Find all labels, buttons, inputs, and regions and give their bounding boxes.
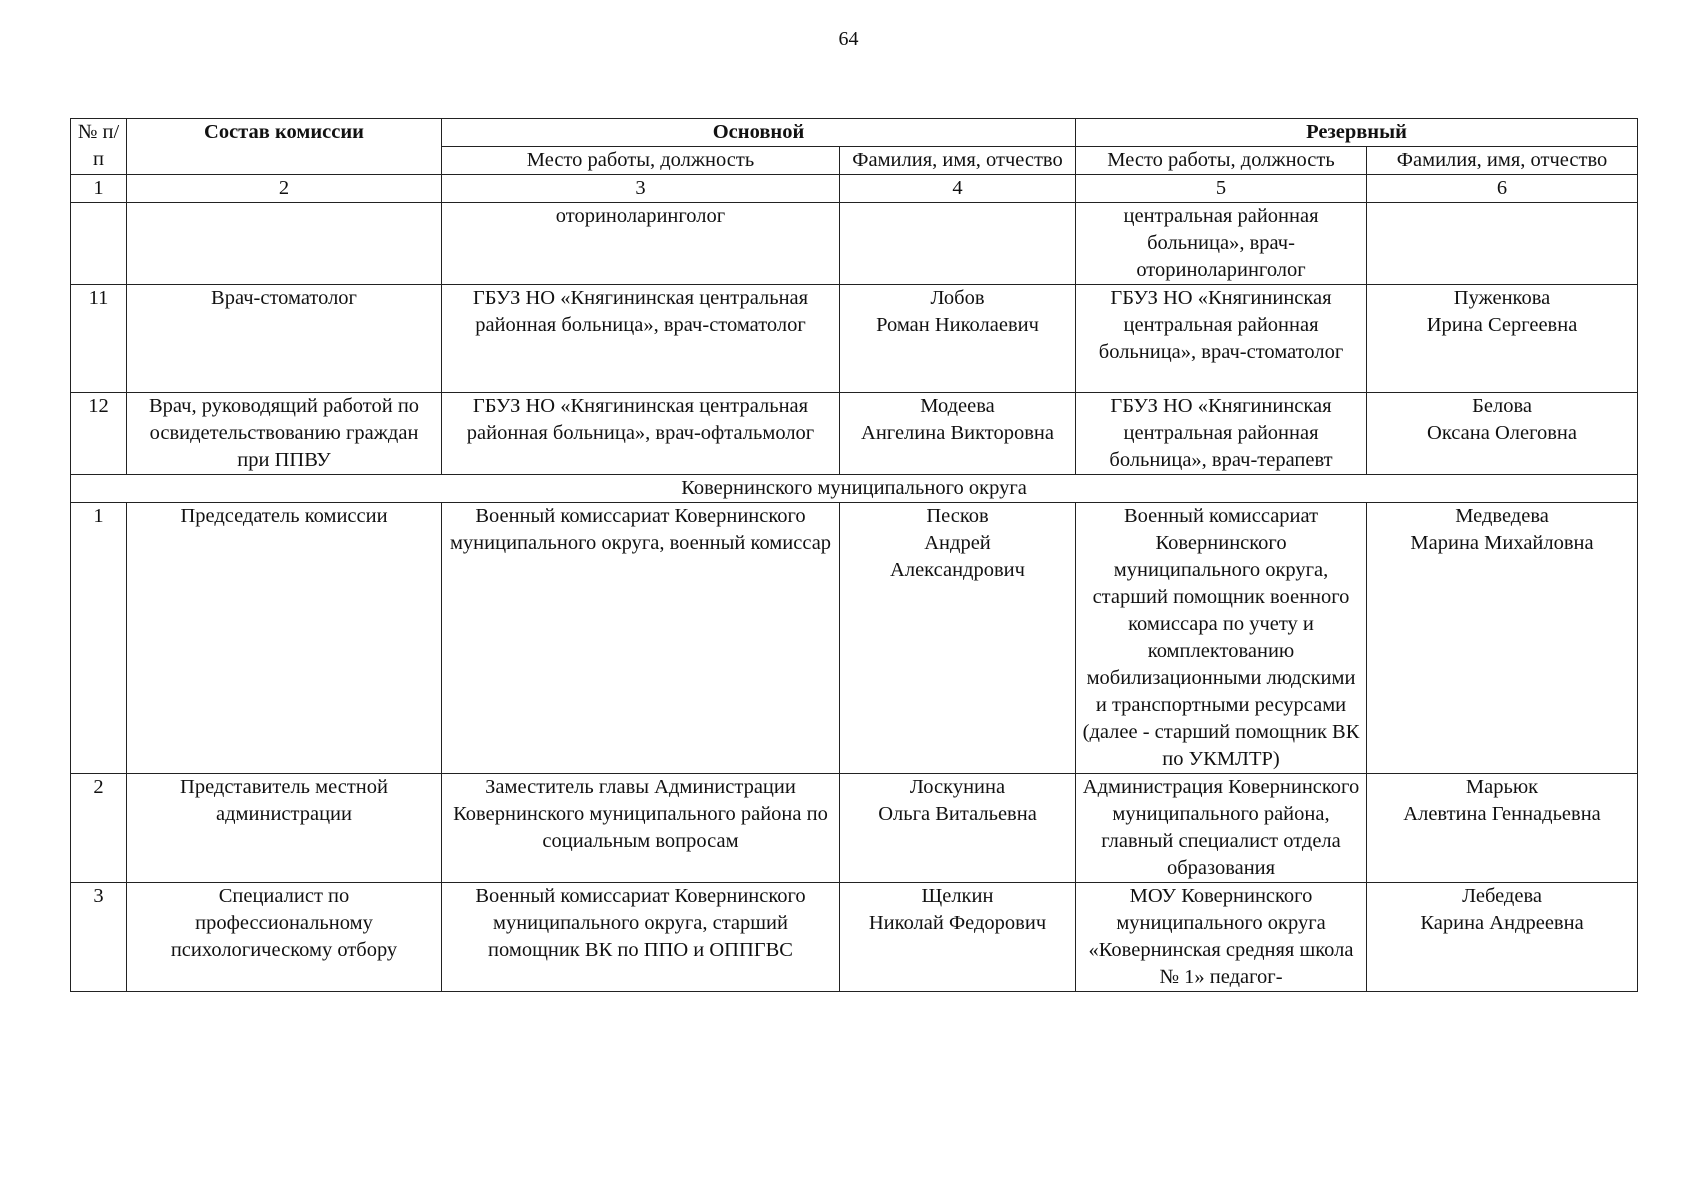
row-main-workplace: оториноларинголог <box>442 203 840 285</box>
row-reserve-name <box>1367 203 1638 285</box>
row-main-workplace: Заместитель главы Администрации Ковернинского муниципального района по социальным вопросам <box>442 774 840 883</box>
main-given-names: Роман Николаевич <box>876 314 1039 336</box>
reserve-given-names: Алевтина Геннадьевна <box>1403 803 1601 825</box>
column-number: 3 <box>442 175 840 203</box>
row-reserve-name <box>1367 774 1638 883</box>
header-row-top <box>71 119 1638 147</box>
main-surname: Щелкин <box>921 885 994 907</box>
row-role: Врач, руководящий работой по освидетельствованию граждан при ППВУ <box>127 393 442 475</box>
table-row <box>71 203 1638 285</box>
row-num: 11 <box>71 285 127 393</box>
row-num: 3 <box>71 883 127 992</box>
reserve-given-names: Марина Михайловна <box>1410 532 1594 554</box>
row-main-name <box>840 774 1076 883</box>
table-row <box>71 883 1638 992</box>
header-composition: Состав комиссии <box>127 119 442 175</box>
table-row <box>71 503 1638 774</box>
column-number: 4 <box>840 175 1076 203</box>
reserve-given-names: Карина Андреевна <box>1420 912 1584 934</box>
row-main-workplace: ГБУЗ НО «Княгининская центральная районная больница», врач-стоматолог <box>442 285 840 393</box>
main-surname: Модеева <box>920 395 995 417</box>
row-num <box>71 203 127 285</box>
reserve-surname: Пуженкова <box>1453 287 1551 309</box>
reserve-surname: Марьюк <box>1465 776 1539 798</box>
section-row <box>71 475 1638 503</box>
column-number: 6 <box>1367 175 1638 203</box>
row-role: Представитель местной администрации <box>127 774 442 883</box>
header-main: Основной <box>442 119 1076 147</box>
row-main-workplace: Военный комиссариат Ковернинского муниципального округа, старший помощник ВК по ППО и ОППГВС <box>442 883 840 992</box>
reserve-given-names: Ирина Сергеевна <box>1426 314 1578 336</box>
header-main-workplace: Место работы, должность <box>442 147 840 175</box>
main-surname: Песков <box>926 505 989 527</box>
table-row <box>71 393 1638 475</box>
row-reserve-workplace: МОУ Ковернинского муниципального округа «Ковернинская средняя школа № 1» педагог- <box>1076 883 1367 992</box>
reserve-surname: Лебедева <box>1462 885 1542 907</box>
row-role: Председатель комиссии <box>127 503 442 774</box>
main-given-names: Ангелина Викторовна <box>861 422 1054 444</box>
page-number: 64 <box>838 28 859 50</box>
reserve-surname: Белова <box>1472 395 1532 417</box>
row-main-name <box>840 285 1076 393</box>
row-reserve-workplace: ГБУЗ НО «Княгининская центральная районная больница», врач-стоматолог <box>1076 285 1367 393</box>
row-reserve-name <box>1367 393 1638 475</box>
table-row <box>71 285 1638 393</box>
row-num: 2 <box>71 774 127 883</box>
row-main-workplace: Военный комиссариат Ковернинского муниципального округа, военный комиссар <box>442 503 840 774</box>
row-reserve-name <box>1367 285 1638 393</box>
row-main-name <box>840 883 1076 992</box>
main-given-names: Николай Федорович <box>868 912 1047 934</box>
main-given-names: Ольга Витальевна <box>878 803 1037 825</box>
reserve-given-names: Оксана Олеговна <box>1427 422 1577 444</box>
column-number: 1 <box>71 175 127 203</box>
row-reserve-name <box>1367 883 1638 992</box>
main-patronymic: Александрович <box>890 559 1025 581</box>
row-role <box>127 203 442 285</box>
table-row <box>71 774 1638 883</box>
header-reserve-name: Фамилия, имя, отчество <box>1367 147 1638 175</box>
row-num: 1 <box>71 503 127 774</box>
main-surname: Лоскунина <box>909 776 1006 798</box>
row-main-name <box>840 393 1076 475</box>
column-number: 2 <box>127 175 442 203</box>
row-reserve-workplace: ГБУЗ НО «Княгининская центральная районная больница», врач-терапевт <box>1076 393 1367 475</box>
header-num: № п/п <box>71 119 127 175</box>
column-number-row <box>71 175 1638 203</box>
row-role: Специалист по профессиональному психологическому отбору <box>127 883 442 992</box>
header-main-name: Фамилия, имя, отчество <box>840 147 1076 175</box>
row-reserve-workplace: центральная районная больница», врач-оториноларинголог <box>1076 203 1367 285</box>
row-main-workplace: ГБУЗ НО «Княгининская центральная районная больница», врач-офтальмолог <box>442 393 840 475</box>
main-surname: Лобов <box>930 287 985 309</box>
header-reserve: Резервный <box>1076 119 1638 147</box>
reserve-surname: Медведева <box>1455 505 1549 527</box>
row-reserve-name <box>1367 503 1638 774</box>
row-reserve-workplace: Военный комиссариат Ковернинского муниципального округа, старший помощник военного комиссара по учету и комплектованию мобилизационными людскими и транспортными ресурсами (далее - старший помощник ВК по УКМЛТР) <box>1076 503 1367 774</box>
header-reserve-workplace: Место работы, должность <box>1076 147 1367 175</box>
section-title: Ковернинского муниципального округа <box>71 475 1638 503</box>
row-num: 12 <box>71 393 127 475</box>
row-main-name <box>840 503 1076 774</box>
commission-table <box>70 118 1638 992</box>
row-role: Врач-стоматолог <box>127 285 442 393</box>
row-reserve-workplace: Администрация Ковернинского муниципального района, главный специалист отдела образования <box>1076 774 1367 883</box>
row-main-name <box>840 203 1076 285</box>
column-number: 5 <box>1076 175 1367 203</box>
main-first-name: Андрей <box>924 532 991 554</box>
